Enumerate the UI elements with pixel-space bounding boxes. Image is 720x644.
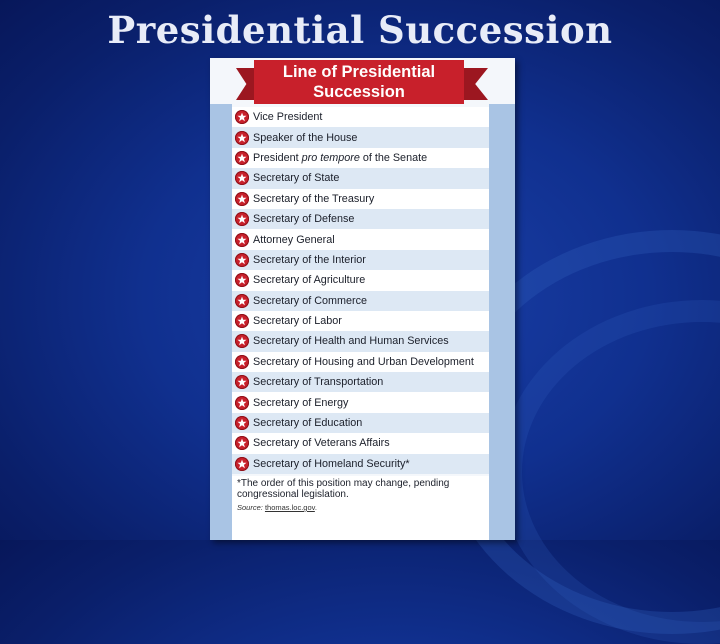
star-icon	[235, 314, 249, 328]
card-frame-left	[210, 72, 232, 540]
star-icon	[235, 192, 249, 206]
succession-row	[232, 168, 489, 188]
succession-row-label: Secretary of Veterans Affairs	[253, 437, 390, 450]
succession-row-label: Secretary of Energy	[253, 396, 349, 409]
star-icon	[235, 131, 249, 145]
banner-title: Line of Presidential Succession	[282, 63, 436, 101]
succession-row	[232, 209, 489, 229]
succession-row	[232, 250, 489, 270]
star-icon	[235, 253, 249, 267]
slide-title: Presidential Succession	[107, 8, 613, 52]
succession-row	[232, 352, 489, 372]
succession-row	[232, 331, 489, 351]
succession-row	[232, 372, 489, 392]
star-icon	[235, 396, 249, 410]
succession-row-label: Secretary of Agriculture	[253, 274, 366, 287]
star-icon	[235, 457, 249, 471]
succession-row	[232, 433, 489, 453]
succession-row-label: Secretary of Commerce	[253, 294, 367, 307]
succession-row	[232, 413, 489, 433]
succession-row-label: Secretary of Labor	[253, 315, 342, 328]
star-icon	[235, 151, 249, 165]
succession-row-label: Secretary of Education	[253, 417, 363, 430]
succession-row-label: Secretary of the Interior	[253, 253, 366, 266]
star-icon	[235, 294, 249, 308]
footnote-area	[232, 476, 489, 540]
succession-row-label: Secretary of State	[253, 172, 340, 185]
succession-row	[232, 229, 489, 249]
source-end: .	[314, 503, 317, 512]
succession-row-label: President pro tempore of the Senate	[253, 151, 428, 164]
star-icon	[235, 233, 249, 247]
source-label: Source:	[237, 503, 263, 512]
succession-row	[232, 148, 489, 168]
succession-row-label: Secretary of Health and Human Services	[253, 335, 449, 348]
star-icon	[235, 375, 249, 389]
succession-row-label: Secretary of Defense	[253, 213, 355, 226]
succession-list	[232, 107, 489, 474]
star-icon	[235, 110, 249, 124]
star-icon	[235, 436, 249, 450]
source-link[interactable]: thomas.loc.gov	[264, 503, 315, 512]
card-frame-right	[489, 72, 515, 540]
succession-row	[232, 107, 489, 127]
star-icon	[235, 334, 249, 348]
succession-row-label: Secretary of the Treasury	[253, 192, 375, 205]
succession-row-label: Secretary of Transportation	[253, 376, 384, 389]
succession-row-label: Speaker of the House	[253, 131, 358, 144]
succession-row	[232, 189, 489, 209]
succession-row	[232, 454, 489, 474]
source-line	[237, 503, 482, 512]
star-icon	[235, 273, 249, 287]
star-icon	[235, 416, 249, 430]
star-icon	[235, 171, 249, 185]
succession-row	[232, 127, 489, 147]
succession-row	[232, 311, 489, 331]
succession-row	[232, 291, 489, 311]
star-icon	[235, 212, 249, 226]
succession-card	[210, 58, 515, 540]
succession-row	[232, 392, 489, 412]
star-icon	[235, 355, 249, 369]
succession-row-label: Secretary of Housing and Urban Development	[253, 355, 474, 368]
succession-row-label: Vice President	[253, 111, 323, 124]
succession-row	[232, 270, 489, 290]
succession-row-label: Secretary of Homeland Security*	[253, 457, 410, 470]
succession-row-label: Attorney General	[253, 233, 335, 246]
footnote: *The order of this position may change, pending congressional legislation.	[237, 478, 450, 500]
